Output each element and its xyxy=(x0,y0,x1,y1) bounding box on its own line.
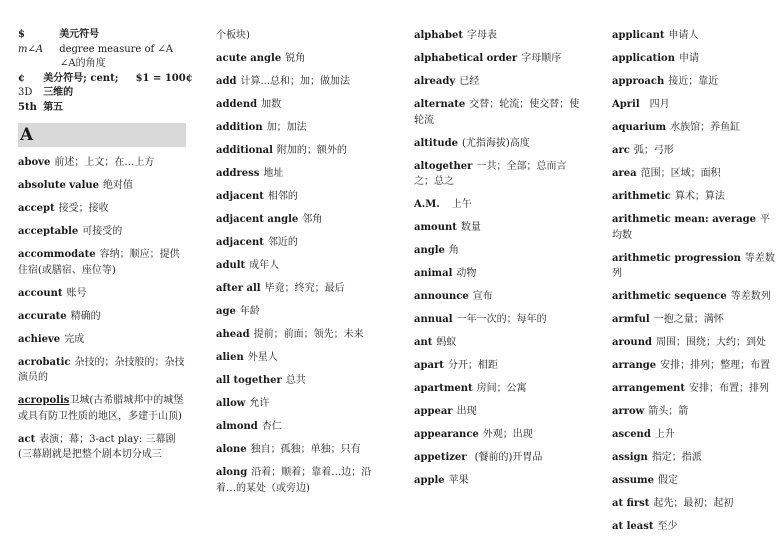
headword: ahead xyxy=(216,329,250,340)
entry xyxy=(216,189,386,205)
definition: 接受；接收 xyxy=(58,203,109,214)
entry xyxy=(612,251,778,282)
column-4 xyxy=(612,28,778,542)
entry xyxy=(216,258,386,274)
definition: (尤指海拔)高度 xyxy=(461,137,530,149)
definition: 独自；孤独；单独；只有 xyxy=(250,444,361,455)
headword: area xyxy=(612,168,637,179)
headword: account xyxy=(18,287,63,299)
entry xyxy=(612,312,778,328)
definition: 分开；相距 xyxy=(447,360,498,371)
entry xyxy=(216,304,386,320)
definition: 周围；围绕；大约；到处 xyxy=(655,337,766,348)
definition: 完成 xyxy=(64,333,85,345)
definition: 杏仁 xyxy=(261,421,282,432)
column-2 xyxy=(216,28,386,504)
headword: at first xyxy=(612,498,650,509)
definition: 一年一次的；每年的 xyxy=(456,314,547,325)
entry xyxy=(18,247,186,278)
three-d-meaning: 三维的 xyxy=(43,87,74,98)
headword: addition xyxy=(216,122,263,133)
entry xyxy=(216,442,386,458)
definition: 等差数列 xyxy=(612,252,775,279)
entry xyxy=(612,143,778,159)
definition: 蚂蚁 xyxy=(436,337,457,348)
entry xyxy=(18,355,186,386)
definition: 字母表 xyxy=(467,30,497,41)
definition: 接近；靠近 xyxy=(668,76,719,87)
dollar-symbol: $ xyxy=(18,29,25,40)
headword: apart xyxy=(414,360,444,371)
headword: apartment xyxy=(414,383,473,394)
headword: additional xyxy=(216,145,273,156)
headword: angle xyxy=(414,245,445,256)
headword: add xyxy=(216,76,237,87)
definition: 房间；公寓 xyxy=(476,383,527,394)
definition: 沿着；顺着；靠着…边；沿着…的某处（或旁边) xyxy=(216,467,372,494)
entry xyxy=(216,235,386,251)
headword: aquarium xyxy=(612,122,667,133)
definition: 表演；幕；3-act play: 三幕剧(三幕剧就是把整个剧本切分成三 xyxy=(18,433,176,460)
definition: 四月 xyxy=(649,99,670,110)
definition: 水族馆；养鱼缸 xyxy=(670,122,741,133)
definition: 成年人 xyxy=(249,260,280,271)
entry xyxy=(414,289,586,305)
entry xyxy=(414,28,586,44)
definition: 邻角 xyxy=(302,214,323,225)
entry xyxy=(414,74,586,90)
cent-example: $1 = 100¢ xyxy=(135,72,193,84)
headword: annual xyxy=(414,314,453,325)
headword: announce xyxy=(414,291,469,302)
entry xyxy=(612,289,778,305)
headword: ant xyxy=(414,337,433,348)
definition: 苹果 xyxy=(448,475,469,486)
headword: altogether xyxy=(414,160,473,172)
headword: alphabetical order xyxy=(414,53,518,64)
entry xyxy=(216,327,386,343)
entry xyxy=(216,281,386,297)
headword: above xyxy=(18,157,51,168)
headword: altitude xyxy=(414,137,458,149)
definition: 动物 xyxy=(456,268,477,279)
entry xyxy=(414,358,586,374)
definition: 邻近的 xyxy=(267,237,298,248)
definition: 毕竟；终究；最后 xyxy=(264,283,345,294)
entry xyxy=(414,427,586,443)
headword: arithmetic progression xyxy=(612,252,741,264)
fifth-symbol: 5th xyxy=(18,101,37,113)
entry xyxy=(414,136,586,152)
definition: 相邻的 xyxy=(267,191,298,202)
continued-text: 个板块) xyxy=(216,30,250,41)
definition: 已经 xyxy=(459,76,480,87)
headword: arrangement xyxy=(612,383,685,394)
entry xyxy=(612,358,778,374)
headword: arithmetic mean: average xyxy=(612,214,756,225)
entry xyxy=(414,220,586,236)
entry xyxy=(216,396,386,412)
headword: appear xyxy=(414,406,453,417)
entry xyxy=(216,166,386,182)
entry xyxy=(414,404,586,420)
headword: accurate xyxy=(18,310,67,322)
headword: arithmetic xyxy=(612,191,671,202)
entry xyxy=(18,309,186,325)
definition: 等差数列 xyxy=(730,291,771,302)
definition: 卫城(古希腊城邦中的城堡或具有防卫性质的地区，多建于山顶) xyxy=(18,395,184,422)
headword: along xyxy=(216,467,248,478)
cent-symbol: ¢ xyxy=(18,72,25,84)
entry xyxy=(612,404,778,420)
definition: 上升 xyxy=(654,429,675,440)
headword: already xyxy=(414,76,456,87)
entry xyxy=(216,74,386,90)
entry xyxy=(414,243,586,259)
fifth-meaning: 第五 xyxy=(43,101,64,113)
entry xyxy=(414,450,586,466)
definition: 弧；弓形 xyxy=(633,145,674,156)
entry xyxy=(612,212,778,243)
entry xyxy=(216,97,386,113)
headword: acute angle xyxy=(216,53,282,64)
definition: 指定；指派 xyxy=(651,452,702,463)
definition: 加数 xyxy=(261,99,282,110)
headword: alternate xyxy=(414,99,466,110)
headword: amount xyxy=(414,222,457,233)
headword: applicant xyxy=(612,30,665,41)
definition: 箭头；箭 xyxy=(648,406,689,417)
entry xyxy=(216,465,386,496)
definition: (餐前的)开胃品 xyxy=(474,452,543,463)
definition: 安排；排列；整理；布置 xyxy=(660,360,771,371)
definition: 允许 xyxy=(249,398,270,409)
entry xyxy=(414,51,586,67)
entry xyxy=(414,197,586,213)
definition: 锐角 xyxy=(285,53,306,64)
definition: 字母顺序 xyxy=(521,53,562,64)
definition: 起先；最初；起初 xyxy=(653,498,734,509)
headword: accommodate xyxy=(18,249,96,260)
entry xyxy=(216,51,386,67)
fifth-row xyxy=(18,101,186,116)
headword: addend xyxy=(216,99,258,110)
entry xyxy=(18,432,186,463)
entry xyxy=(216,120,386,136)
headword: armful xyxy=(612,314,650,325)
entry xyxy=(414,97,586,128)
definition: 地址 xyxy=(263,168,284,179)
angle-symbol: m∠A xyxy=(18,43,44,55)
entry xyxy=(612,473,778,489)
headword: age xyxy=(216,306,236,317)
headword: appearance xyxy=(414,429,479,440)
section-letter-heading: A xyxy=(18,123,186,147)
headword: adjacent xyxy=(216,191,264,202)
headword: arrow xyxy=(612,406,645,417)
headword: acrobatic xyxy=(18,356,71,368)
definition: 平均数 xyxy=(612,214,770,241)
definition: 一共；全部；总而言之；总之 xyxy=(414,160,567,187)
entry xyxy=(612,381,778,397)
definition: 安排；布置；排列 xyxy=(688,383,769,394)
headword: application xyxy=(612,53,675,64)
definition: 容纳；顺应；提供住宿(或膳宿、座位等) xyxy=(18,249,180,276)
dollar-symbol-row xyxy=(18,28,186,43)
cent-meaning: 美分符号; cent; xyxy=(43,72,119,84)
headword: achieve xyxy=(18,333,61,345)
entry xyxy=(612,51,778,67)
headword: alone xyxy=(216,444,247,455)
definition: 精确的 xyxy=(70,310,101,322)
entry xyxy=(414,473,586,489)
definition: 角 xyxy=(448,245,459,256)
entry xyxy=(216,373,386,389)
definition: 至少 xyxy=(657,521,678,532)
entry xyxy=(612,335,778,351)
definition: 外观；出现 xyxy=(482,429,533,440)
definition: 申请 xyxy=(679,53,699,64)
headword: alphabet xyxy=(414,30,463,41)
headword: almond xyxy=(216,421,258,432)
headword: adult xyxy=(216,260,246,271)
entry xyxy=(18,201,186,217)
headword: adjacent xyxy=(216,237,264,248)
entry xyxy=(18,224,186,240)
headword: assume xyxy=(612,475,654,486)
entry xyxy=(414,381,586,397)
headword: acceptable xyxy=(18,226,79,237)
entry xyxy=(612,74,778,90)
three-d-symbol: 3D xyxy=(18,87,33,98)
entry xyxy=(612,496,778,512)
headword: all together xyxy=(216,375,282,386)
headword: apple xyxy=(414,475,445,486)
headword: animal xyxy=(414,268,453,279)
definition: 交替；轮流；使交替；使轮流 xyxy=(414,99,580,126)
headword: A.M. xyxy=(414,199,440,210)
definition: 假定 xyxy=(657,475,678,486)
definition: 加；加法 xyxy=(266,122,307,133)
three-d-row xyxy=(18,86,186,101)
headword: ascend xyxy=(612,429,651,440)
entry xyxy=(18,155,186,171)
entry xyxy=(612,97,778,113)
cent-symbol-row xyxy=(18,72,193,87)
entry xyxy=(612,519,778,535)
definition: 提前；前面；领先；未来 xyxy=(253,329,364,340)
column-1 xyxy=(18,28,193,470)
angle-meaning-zh: ∠A的角度 xyxy=(60,58,106,69)
entry xyxy=(414,266,586,282)
definition: 可接受的 xyxy=(82,226,123,237)
entry xyxy=(612,120,778,136)
definition: 前述；上文；在…上方 xyxy=(54,157,155,168)
headword: around xyxy=(612,337,652,348)
definition: 申请人 xyxy=(668,30,699,41)
headword: absolute value xyxy=(18,180,100,191)
definition: 一抱之量；满怀 xyxy=(653,314,724,325)
entry xyxy=(612,166,778,182)
angle-symbol-row xyxy=(18,43,186,58)
headword: April xyxy=(612,99,640,110)
angle-meaning-en: degree measure of ∠A xyxy=(59,43,174,55)
definition: 数量 xyxy=(460,222,481,233)
definition: 算术；算法 xyxy=(674,191,725,202)
definition: 计算...总和；加；做加法 xyxy=(240,76,351,87)
headword: appetizer xyxy=(414,452,467,463)
headword: adjacent angle xyxy=(216,214,299,225)
headword: assign xyxy=(612,452,648,463)
entry xyxy=(414,312,586,328)
column-3 xyxy=(414,28,586,496)
headword: after all xyxy=(216,283,261,294)
headword: act xyxy=(18,433,36,445)
headword: approach xyxy=(612,76,665,87)
definition: 宣布 xyxy=(472,291,493,302)
entry xyxy=(18,178,186,194)
definition: 总共 xyxy=(285,375,306,386)
entry xyxy=(216,350,386,366)
entry xyxy=(612,427,778,443)
entry xyxy=(18,286,186,302)
entry xyxy=(18,393,186,424)
entry xyxy=(612,450,778,466)
definition: 绝对值 xyxy=(103,180,134,191)
entry xyxy=(414,159,586,190)
entry xyxy=(216,419,386,435)
definition: 外星人 xyxy=(247,352,278,363)
entry xyxy=(18,332,186,348)
definition: 年龄 xyxy=(239,306,260,317)
definition: 杂技的；杂技般的；杂技演员的 xyxy=(18,356,185,383)
headword: allow xyxy=(216,398,246,409)
definition: 账号 xyxy=(66,287,87,299)
entry xyxy=(612,189,778,205)
entry xyxy=(216,143,386,159)
headword: accept xyxy=(18,203,55,214)
definition: 出现 xyxy=(456,406,477,417)
headword: address xyxy=(216,168,260,179)
definition: 范围；区域；面积 xyxy=(640,168,721,179)
entry xyxy=(612,28,778,44)
headword: alien xyxy=(216,352,244,363)
definition: 上午 xyxy=(451,199,472,210)
headword: arrange xyxy=(612,360,657,371)
definition: 附加的；额外的 xyxy=(276,145,347,156)
entry xyxy=(414,335,586,351)
dollar-meaning: 美元符号 xyxy=(59,29,100,40)
headword: acropolis xyxy=(18,395,70,406)
entry xyxy=(216,212,386,228)
headword: arc xyxy=(612,145,630,156)
headword: arithmetic sequence xyxy=(612,291,727,302)
headword: at least xyxy=(612,521,654,532)
